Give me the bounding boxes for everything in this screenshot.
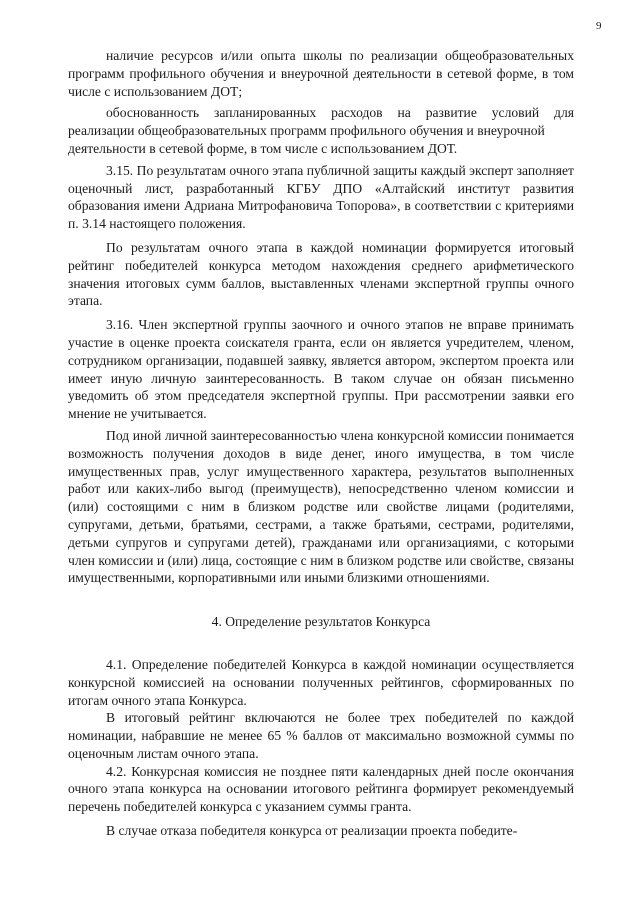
paragraph-4-2: 4.2. Конкурсная комиссия не позднее пяти календарных дней после окончания очного этапа конкурса на основании итогового рейтинга формирует рекомендуемый перечень победителей конкурса с указанием суммы гранта. — [68, 763, 574, 815]
paragraph-4-1: 4.1. Определение победителей Конкурса в каждой номинации осуществляется конкурсной комиссией на основании полученных рейтингов, сформированных по итогам очного этапа Конкурса. — [68, 656, 574, 708]
paragraph-refusal: В случае отказа победителя конкурса от реализации проекта победите- — [106, 823, 518, 839]
paragraph-3-16: 3.16. Член экспертной группы заочного и очного этапов не вправе принимать участие в оценке проекта соискателя гранта, если он является учредителем, членом, сотрудником организации, подавшей заявку, является автором, экспертом проекта или имеет иную личную заинтересованность. В таком случае он обязан письменно уведомить об этом председателя экспертной группы. При рассмотрении заявки его мнение не учитывается. — [68, 317, 574, 422]
paragraph-3-15: 3.15. По результатам очного этапа публичной защиты каждый эксперт заполняет оценочный лист, разработанный КГБУ ДПО «Алтайский институт развития образования имени Адриана Митрофановича Топорова», в соответствии с критериями п. 3.14 настоящего положения. — [68, 162, 574, 232]
paragraph-justification: обоснованность запланированных расходов на развитие условий для реализации общеобразовательных программ профильного обучения и внеурочной — [68, 105, 574, 139]
paragraph-final-rating: В итоговый рейтинг включаются не более трех победителей по каждой номинации, набравшие не менее 65 % баллов от максимально возможной суммы по оценочным листам очного этапа. — [68, 710, 574, 761]
document-body — [68, 47, 574, 840]
paragraph-justification-cont: деятельности в сетевой форме, в том числе с использованием ДОТ. — [68, 140, 458, 156]
section-heading: 4. Определение результатов Конкурса — [211, 614, 431, 630]
page-number: 9 — [596, 20, 602, 32]
paragraph-personal-interest: Под иной личной заинтересованностью члена конкурсной комиссии понимается возможность получения доходов в виде денег, иного имущества, в том числе имущественных прав, услуг имущественного характера, результатов выполненных работ или каких-либо выгод (преимуществ), непосредственно членом комиссии и (или) состоящими с ним в близком родстве или свойстве лицами (родителями, супругами, детьми, братьями, сестрами, а также братьями, сестрами, родителями, детьми супругов и супругами детей), гражданами или организациями, с которыми член комиссии и (или) лица, состоящие с ним в близком родстве или свойстве, связаны имущественными, корпоративными или иными близкими отношениями. — [68, 427, 574, 586]
paragraph-rating: По результатам очного этапа в каждой номинации формируется итоговый рейтинг победителей конкурса методом нахождения среднего арифметического значения итоговых сумм баллов, выставленных членами экспертной группы очного этапа. — [68, 239, 574, 309]
paragraph-resources: наличие ресурсов и/или опыта школы по реализации общеобразовательных программ профильного обучения и внеурочной деятельности в сетевой форме, в том числе с использованием ДОТ; — [68, 48, 574, 99]
